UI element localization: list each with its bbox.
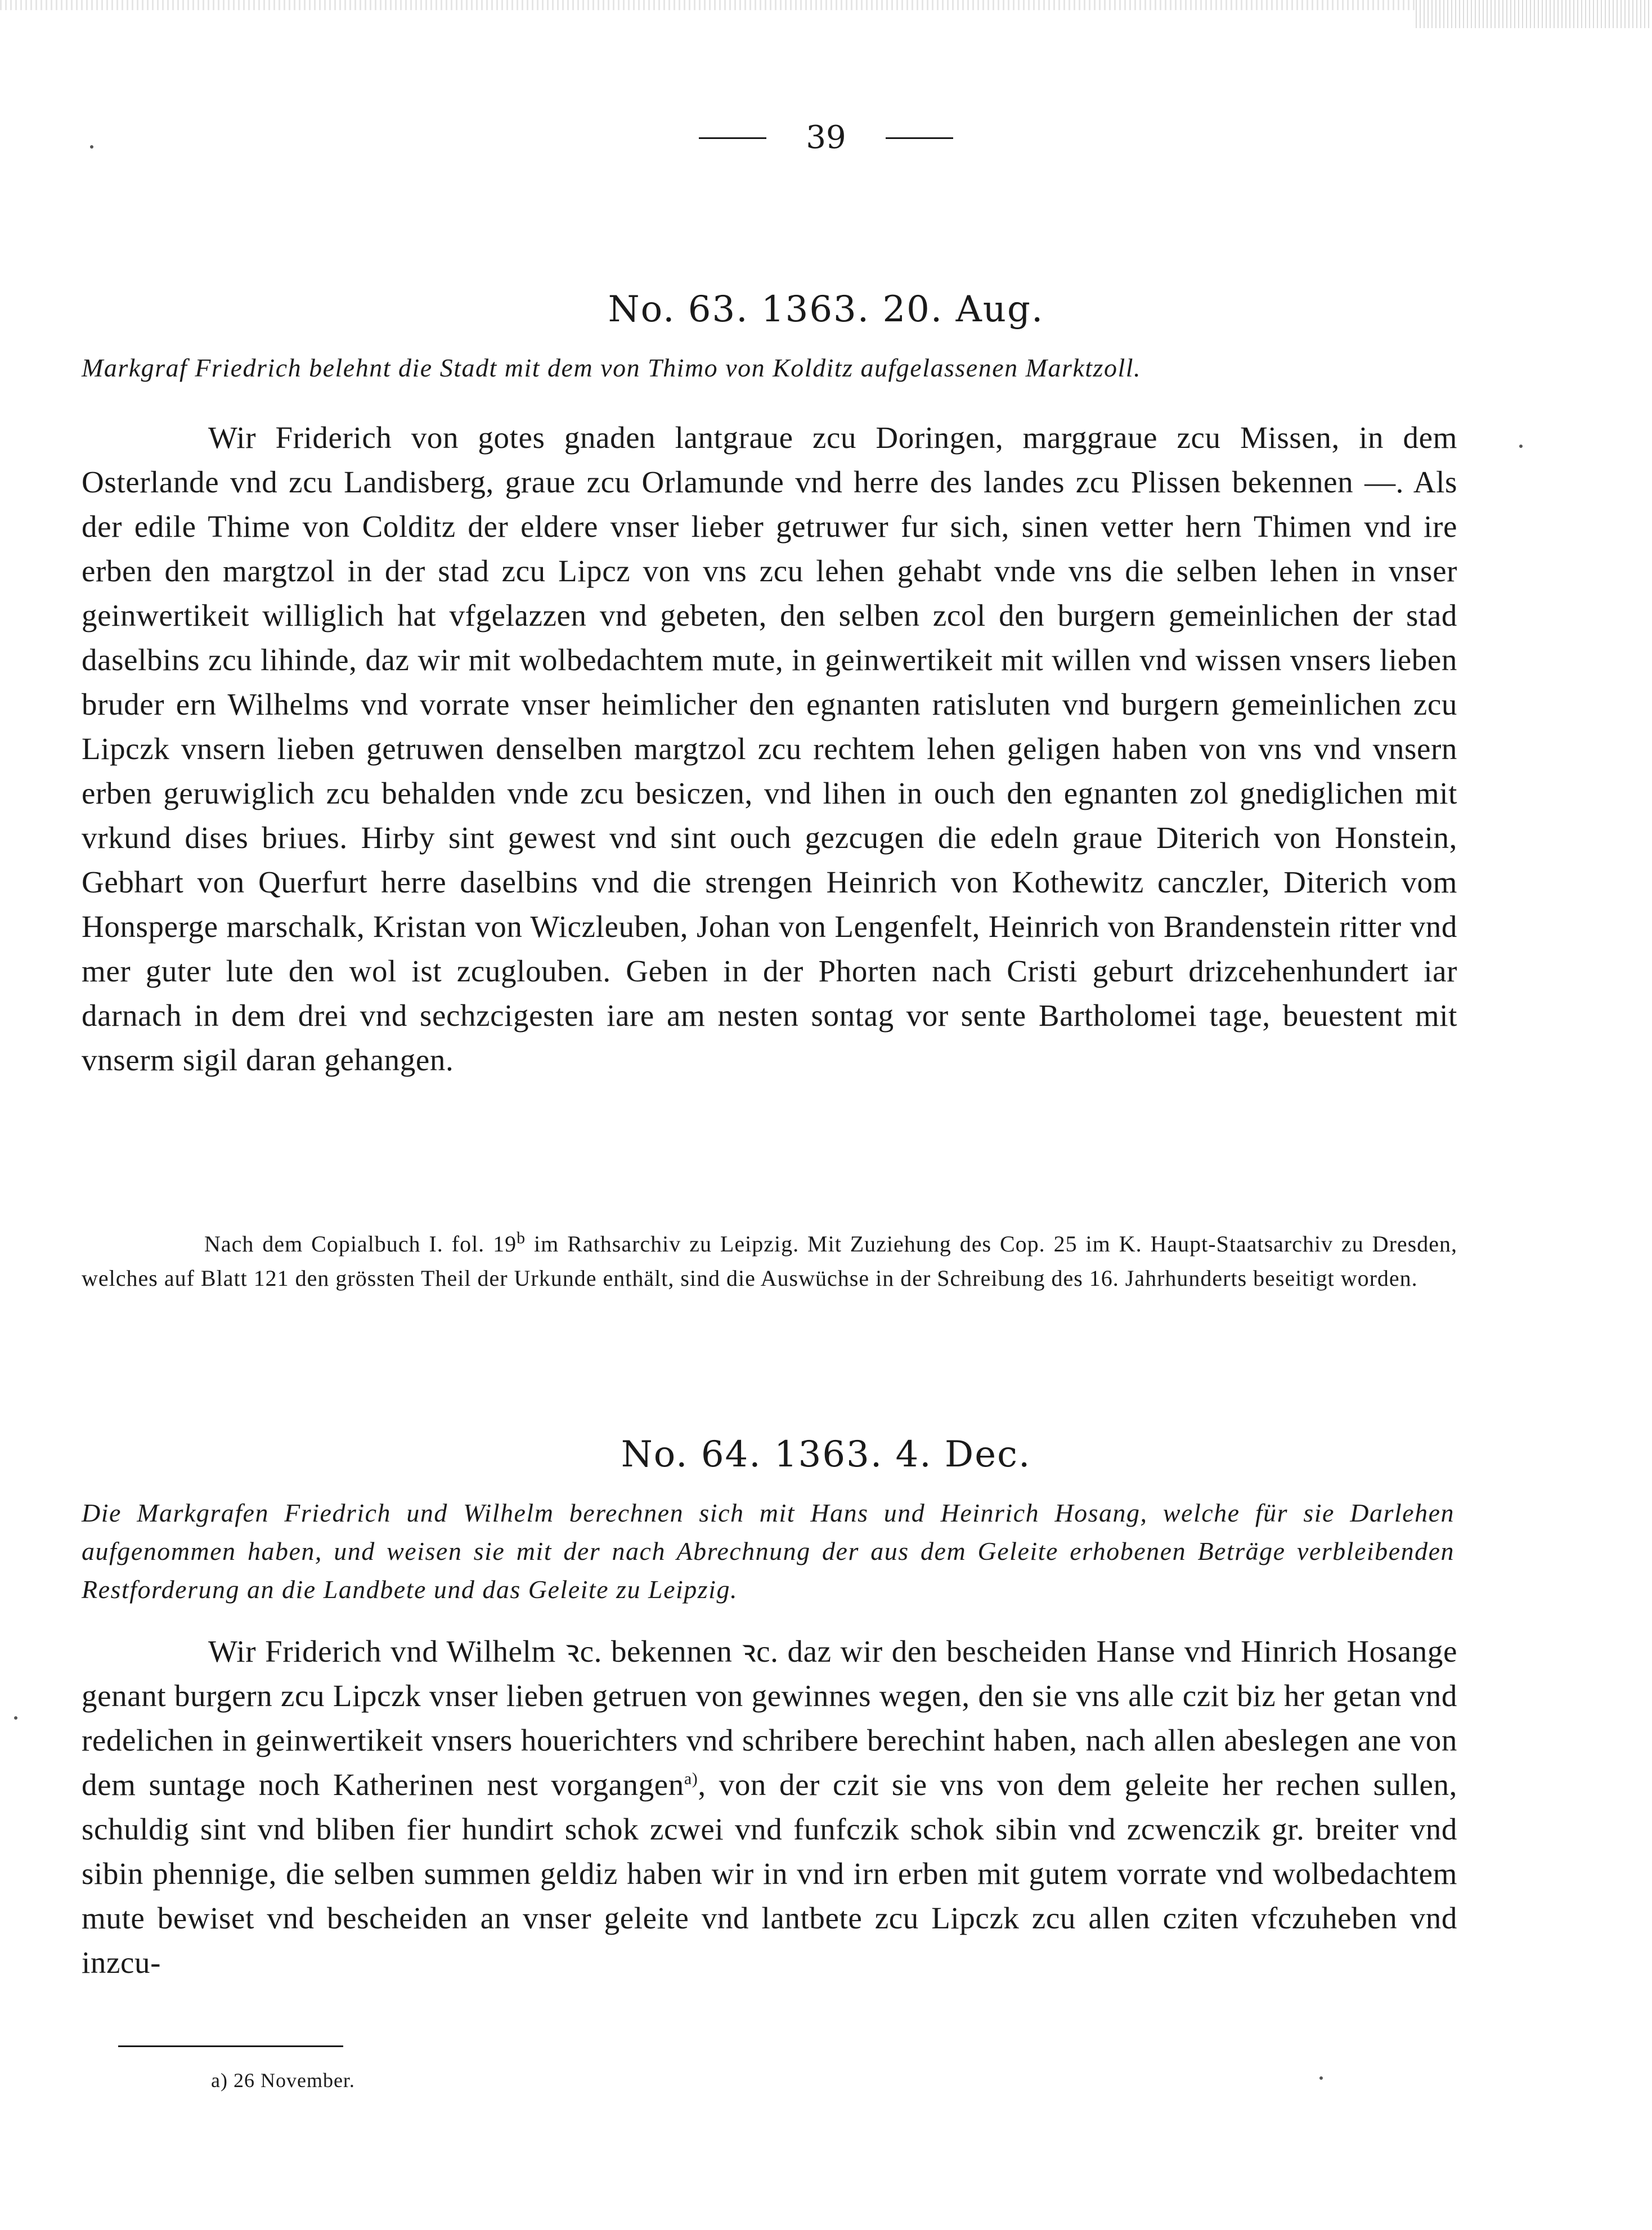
header-rule-left bbox=[699, 137, 766, 139]
doc64-body-text-b: , von der czit sie vns von dem geleite her rechen sullen, schuldig sint vnd bliben fier hundirt schok zcwei vnd funfczik schok sibin vnd zcwenczik gr. breiter vnd sibin phennige, die selben summen geldiz haben wir in vnd irn erben mit gutem vorrate vnd wolbedachtem mute bewiset vnd bescheiden an vnser geleite vnd lantbete zcu Lipczk zcu allen cziten vfczuheben vnd inzcu- bbox=[82, 1767, 1457, 1980]
doc63-note-text-b: im Rathsarchiv zu Leipzig. Mit Zuziehung des Cop. 25 im K. Haupt-Staatsarchiv zu Dresden, welches auf Blatt 121 den grössten Theil der Urkunde enthält, sind die Auswüchse in der Schreibung des 16. Jahrhunderts beseitigt worden. bbox=[82, 1231, 1458, 1291]
doc64-body-text-a: Wir Friderich vnd Wilhelm ꝛc. bekennen ꝛc. daz wir den bescheiden Hanse vnd Hinrich Hosange genant burgern zcu Lipczk vnser lieben getruen von gewinnes wegen, den sie vns alle czit biz her getan vnd redelichen in geinwertikeit vnsers houerichters vnd schribere berechint haben, nach allen abeslegen ane von dem suntage noch Katherinen nest vorgangen bbox=[82, 1634, 1457, 1802]
scan-speck bbox=[90, 145, 93, 149]
footnote-rule bbox=[118, 2045, 343, 2047]
page-number: 39 bbox=[806, 119, 846, 156]
scan-edge-noise bbox=[0, 0, 1652, 10]
scan-speck bbox=[14, 1716, 17, 1720]
doc63-note-sup: b bbox=[517, 1228, 526, 1248]
page-header bbox=[0, 115, 1652, 160]
doc63-note-text-a: Nach dem Copialbuch I. fol. 19 bbox=[204, 1231, 517, 1257]
doc63-heading: No. 63. 1363. 20. Aug. bbox=[608, 289, 1044, 330]
doc64-summary: Die Markgrafen Friedrich und Wilhelm berechnen sich mit Hans und Heinrich Hosang, welche für sie Darlehen aufgenommen haben, und weisen sie mit der nach Abrechnung der aus dem Geleite erhobenen Beträge verbleibenden Restforderung an die Landbete und das Geleite zu Leipzig. bbox=[82, 1498, 1455, 1604]
doc63-body: Wir Friderich von gotes gnaden lantgraue zcu Doringen, marggraue zcu Missen, in dem Osterlande vnd zcu Landisberg, graue zcu Orlamunde vnd herre des landes zcu Plissen bekennen —. Als der edile Thime von Colditz der eldere vnser lieber getruwer fur sich, sinen vetter hern Thimen vnd ire erben den margtzol in der stad zcu Lipcz von vns zcu lehen gehabt vnde vns die selben lehen in vnser geinwertikeit williglich hat vfgelazzen vnd gebeten, den selben zcol den burgern gemeinlichen der stad daselbins zcu lihinde, daz wir mit wolbedachtem mute, in geinwertikeit mit willen vnd wissen vnsers lieben bruder ern Wilhelms vnd vorrate vnser heimlicher den egnanten ratisluten vnd burgern gemeinlichen zcu Lipczk vnsern lieben getruwen denselben margtzol zcu rechtem lehen geligen haben von vns vnd vnsern erben geruwiglich zcu behalden vnde zcu besiczen, vnd lihen in ouch den egnanten zol gnediglichen mit vrkund dises briues. Hirby sint gewest vnd sint ouch gezcugen die edeln graue Diterich von Honstein, Gebhart von Querfurt herre daselbins vnd die strengen Heinrich von Kothewitz canczler, Diterich vom Honsperge marschalk, Kristan von Wiczleuben, Johan von Lengenfelt, Heinrich von Brandenstein ritter vnd mer guter lute den wol ist zcuglouben. Geben in der Phorten nach Cristi geburt drizcehenhundert iar darnach in dem drei vnd sechzcigesten iare am nesten sontag vor sente Bartholomei tage, beuestent mit vnserm sigil daran gehangen. bbox=[82, 420, 1457, 1077]
header-rule-right bbox=[886, 137, 953, 139]
doc64-heading: No. 64. 1363. 4. Dec. bbox=[621, 1434, 1031, 1475]
doc63-source-note bbox=[82, 1227, 1457, 1295]
doc63-summary: Markgraf Friedrich belehnt die Stadt mit dem von Thimo von Kolditz aufgelassenen Marktzoll. bbox=[82, 353, 1142, 382]
scan-speck bbox=[1319, 2076, 1323, 2080]
footnote: a) 26 November. bbox=[211, 2069, 355, 2092]
scan-speck bbox=[1519, 445, 1523, 448]
doc64-footnote-marker: a) bbox=[684, 1769, 698, 1788]
scan-corner-noise bbox=[1416, 0, 1652, 28]
doc64-body bbox=[82, 1629, 1457, 1985]
